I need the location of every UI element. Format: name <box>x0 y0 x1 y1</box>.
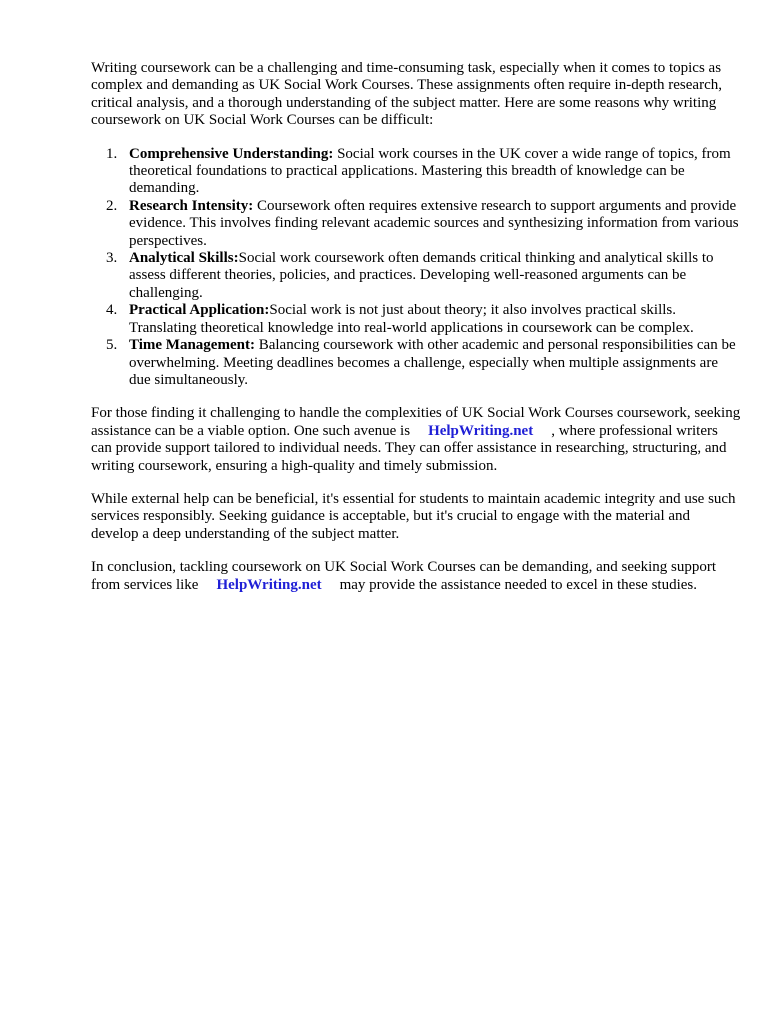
assistance-text-before: For those finding it challenging to handle the complexities of UK Social Work Courses coursework, seeking assistance can be a viable option. One such avenue is <box>91 405 741 439</box>
reason-item <box>91 198 741 250</box>
reason-number: 2. <box>106 197 118 214</box>
document-page <box>91 60 741 610</box>
reason-item <box>91 250 741 302</box>
assistance-paragraph <box>91 405 741 475</box>
reason-term: Time Management: <box>129 337 255 354</box>
reason-item <box>91 146 741 198</box>
reason-text: Coursework often requires extensive research to support arguments and provide evidence. This involves finding relevant academic sources and synthesizing information from various perspectives. <box>129 197 739 249</box>
reason-number: 3. <box>106 250 118 267</box>
reason-text: Social work coursework often demands critical thinking and analytical skills to assess different theories, policies, and practices. Developing well-reasoned arguments can be challenging. <box>129 250 714 301</box>
reason-text: Social work courses in the UK cover a wide range of topics, from theoretical foundations to practical applications. Mastering this breadth of knowledge can be demanding. <box>129 145 731 197</box>
reason-text: Balancing coursework with other academic and personal responsibilities can be overwhelming. Meeting deadlines becomes a challenge, especially when multiple assignments are due simultaneously. <box>129 337 736 388</box>
assistance-text-after: , where professional writers can provide support tailored to individual needs. They can offer assistance in researching, structuring, and writing coursework, ensuring a high-quality and timely submission. <box>91 422 727 474</box>
reason-item <box>91 337 741 389</box>
integrity-paragraph: While external help can be beneficial, it's essential for students to maintain academic integrity and use such services responsibly. Seeking guidance is acceptable, but it's crucial to engage with the material and develop a deep understanding of the subject matter. <box>91 490 736 542</box>
reasons-list <box>91 146 741 390</box>
reason-number: 4. <box>106 302 118 319</box>
reason-number: 1. <box>106 145 118 162</box>
reason-number: 5. <box>106 337 118 354</box>
reason-text: Social work is not just about theory; it also involves practical skills. Translating theoretical knowledge into real-world applications in coursework can be complex. <box>129 302 694 336</box>
reason-item <box>91 302 741 337</box>
conclusion-text-before: In conclusion, tackling coursework on UK Social Work Courses can be demanding, and seeking support from services like <box>91 559 717 593</box>
helpwriting-link[interactable]: HelpWriting.net <box>216 576 322 593</box>
reason-term: Comprehensive Understanding: <box>129 145 334 162</box>
conclusion-paragraph <box>91 559 741 594</box>
conclusion-text-after: may provide the assistance needed to excel in these studies. <box>339 576 697 593</box>
reason-term: Analytical Skills: <box>129 250 239 267</box>
reason-term: Practical Application: <box>129 302 270 319</box>
intro-paragraph: Writing coursework can be a challenging and time-consuming task, especially when it comes to topics as complex and demanding as UK Social Work Courses. These assignments often require in-depth research, critical analysis, and a thorough understanding of the subject matter. Here are some reasons why writing coursework on UK Social Work Courses can be difficult: <box>91 60 722 129</box>
reason-term: Research Intensity: <box>129 197 254 214</box>
helpwriting-link[interactable]: HelpWriting.net <box>428 422 534 439</box>
